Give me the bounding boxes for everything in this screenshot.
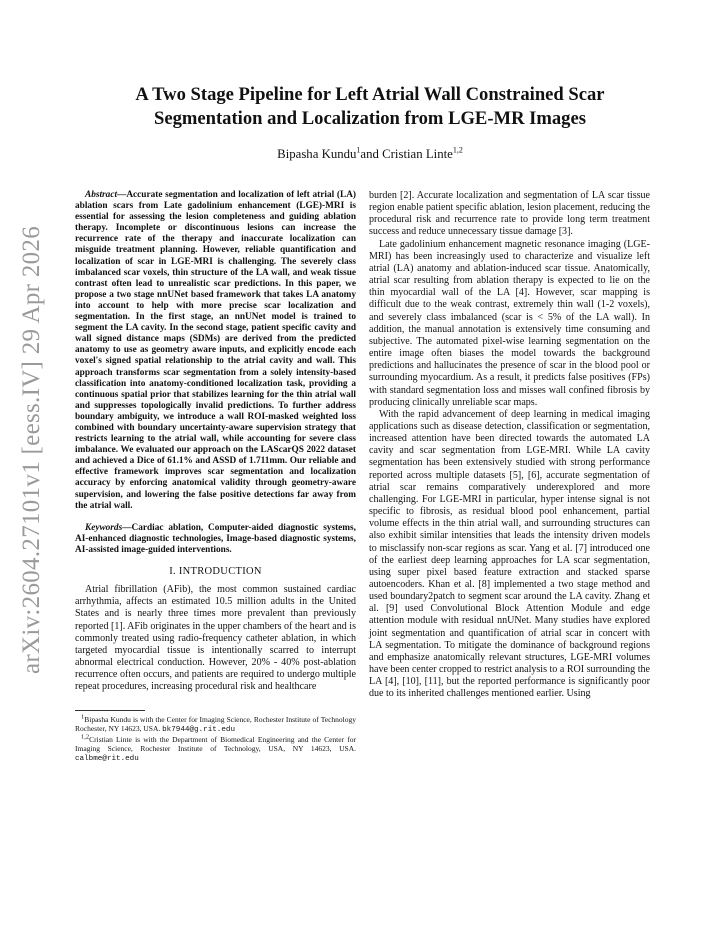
abstract <box>75 190 356 512</box>
arxiv-identifier: arXiv:2604.27101v1 [eess.IV] 29 Apr 2026 <box>18 225 45 675</box>
right-column <box>369 190 650 701</box>
keywords-text: —Cardiac ablation, Computer-aided diagnostic systems, AI-enhanced diagnostic technologies, Image-based diagnostic systems, AI-assisted image-guided interventions. <box>75 522 356 555</box>
paper-title: A Two Stage Pipeline for Left Atrial Wall Constrained Scar Segmentation and Localization from LGE-MR Images <box>135 84 605 129</box>
section-heading-introduction: I. INTRODUCTION <box>169 566 262 577</box>
author-line <box>90 147 650 162</box>
footnote-1-marker: 1 <box>81 713 85 721</box>
footnote-2-marker: 1,2 <box>81 733 90 741</box>
footnote-2 <box>75 735 356 765</box>
footnote-2-email[interactable]: calbme@rit.edu <box>75 755 139 764</box>
footnote-1 <box>75 715 356 735</box>
author-1-affiliation: 1 <box>356 145 361 155</box>
abstract-text: —Accurate segmentation and localization of left atrial (LA) ablation scars from Late gadolinium enhancement (LGE)-MRI is essential for assessing the lesion completeness and guiding ablation therapy. Incomplete or discontinuous lesions can increase the recurrence rate of the therapy and inaccurate localization can misguide treatment planning. However, reliable quantification and localization of scar in LGE-MRI is challenging. The severely class imbalanced scar voxels, thin structure of the LA wall, and weak tissue contrast often lead to unrealistic scar predictions. In this paper, we propose a two stage nnUNet based framework that takes LA anatomy into account to help with more precise scar localization and segmentation. In the first stage, an nnUNet model is trained to segment the LA cavity. In the second stage, patient specific cavity and wall signed distance maps (SDMs) are derived from the predicted anatomy to use as geometry aware inputs, and explicitly encode each voxel's signed spatial relationship to the atrial cavity and wall. This approach transforms scar segmentation from a solely intensity-based classification into anatomy-conditioned localization task, providing a continuous spatial prior that stabilizes learning for the thin atrial wall and suppresses topologically invalid predictions. To further address boundary ambiguity, we introduce a wall ROI-masked weighted loss combined with boundary uncertainty-aware supervision strategy that restricts learning to the atrial wall, while accounting for severe class imbalance. We evaluated our approach on the LAScarQS 2022 dataset and achieved a Dice of 61.1% and ASSD of 1.711mm. Our reliable and effective framework improves scar segmentation and localization accuracy by enforcing anatomical validity through geometry-aware supervision, and lowering the false positive detections far away from the atrial wall. <box>75 190 356 511</box>
keywords-label: Keywords <box>85 522 123 533</box>
footnote-rule <box>75 710 145 711</box>
author-1: Bipasha Kundu <box>277 147 357 161</box>
author-2-affiliation: 1,2 <box>452 145 463 155</box>
intro-paragraph-1: Atrial fibrillation (AFib), the most common sustained cardiac arrhythmia, affects an estimated 10.5 million adults in the United States and is nearly three times more prevalent than previously reported [1]. AFib originates in the upper chambers of the heart and is commonly treated using radio-frequency catheter ablation, in which targeted myocardial tissue is intentionally scarred to interrupt abnormal electrical conduction. However, 20% - 40% post-ablation recurrence often occurs, and patients are required to undergo multiple repeat procedures, increasing procedural risk and healthcare <box>75 584 356 693</box>
intro-paragraph-deep-learning: With the rapid advancement of deep learning in medical imaging applications such as disease detection, classification or segmentation, increased attention have been directed towards the automated LA cavity and scar segmentation from LGE-MRI. While LA cavity segmentation has been extensively studied with strong performance reported across multiple datasets [5], [6], accurate segmentation of atrial scar remains comparatively underexplored and more challenging. For LGE-MRI in particular, hyper intense signal is not specific to fibrosis, as residual blood pool enhancement, partial volume effects in the thin atrial wall, and surrounding structures can also exhibit similar intensities that leads the intensity driven models to misclassify non-scar regions as scar. Yang et al. [7] introduced one of the earliest deep learning approaches for LA scar segmentation, using super pixel based feature extraction and stacked sparse autoencoders. Khan et al. [8] implemented a two stage method and used boundary2patch to segment scar around the LA cavity. Zhang et al. [9] used Convolutional Block Attention Module and edge attention module with residual nnUNet. Many studies have explored joint segmentation and quantification of atrial scar in concert with LA segmentation. To mitigate the dominance of background regions and emphasize anatomically relevant structures, LGE-MRI volumes have been center cropped to restrict analysis to a ROI surrounding the LA [4], [10], [11], but the reported performance is significantly poor due to its inherited challenges mentioned earlier. Using <box>369 408 650 700</box>
intro-paragraph-continued: burden [2]. Accurate localization and segmentation of LA scar tissue region enable patient specific ablation, lesion placement, reducing the procedural risk and recurrence rate to provide long term treatment success and reduce unnecessary tissue damage [3]. <box>369 190 650 238</box>
abstract-label: Abstract <box>85 190 118 200</box>
author-2: Cristian Linte <box>382 147 453 161</box>
footnote-1-email[interactable]: bk7944@g.rit.edu <box>162 725 236 734</box>
author-conjunction: and <box>360 147 383 161</box>
left-column <box>75 190 356 765</box>
footnote-1-text: Bipasha Kundu is with the Center for Imaging Science, Rochester Institute of Technology Rochester, NY 14623, USA. <box>75 714 356 733</box>
intro-paragraph-lge-mri: Late gadolinium enhancement magnetic resonance imaging (LGE-MRI) has been increasingly used to characterize and visualize left atrial (LA) anatomy and ablation-induced scar tissue. Anatomically, atrial scar resulting from ablation therapy is expected to lie on the thin myocardial wall of the LA [4]. However, scar mapping is difficult due to the weak contrast, extremely thin wall (1-2 voxels), and severely class imbalanced (scar is < 5% of the LA wall). In addition, the manual annotation is extensively time consuming and subjective. The automated pixel-wise learning segmentation on the entire image often biases the model towards the background predictions and hallucinates the presence of scar in the blood pool or surrounding myocardium. As a result, it predicts false positives (FPs) with standard segmentation loss and misses wall confined fibrosis by producing clinically unreliable scar maps. <box>369 238 650 408</box>
arxiv-identifier-sidebar <box>2 225 62 675</box>
footnote-2-text: Cristian Linte is with the Department of Biomedical Engineering and the Center for Imaging Science, Rochester Institute of Technology, USA, NY 14623, USA. <box>75 734 356 754</box>
keywords <box>75 523 356 556</box>
